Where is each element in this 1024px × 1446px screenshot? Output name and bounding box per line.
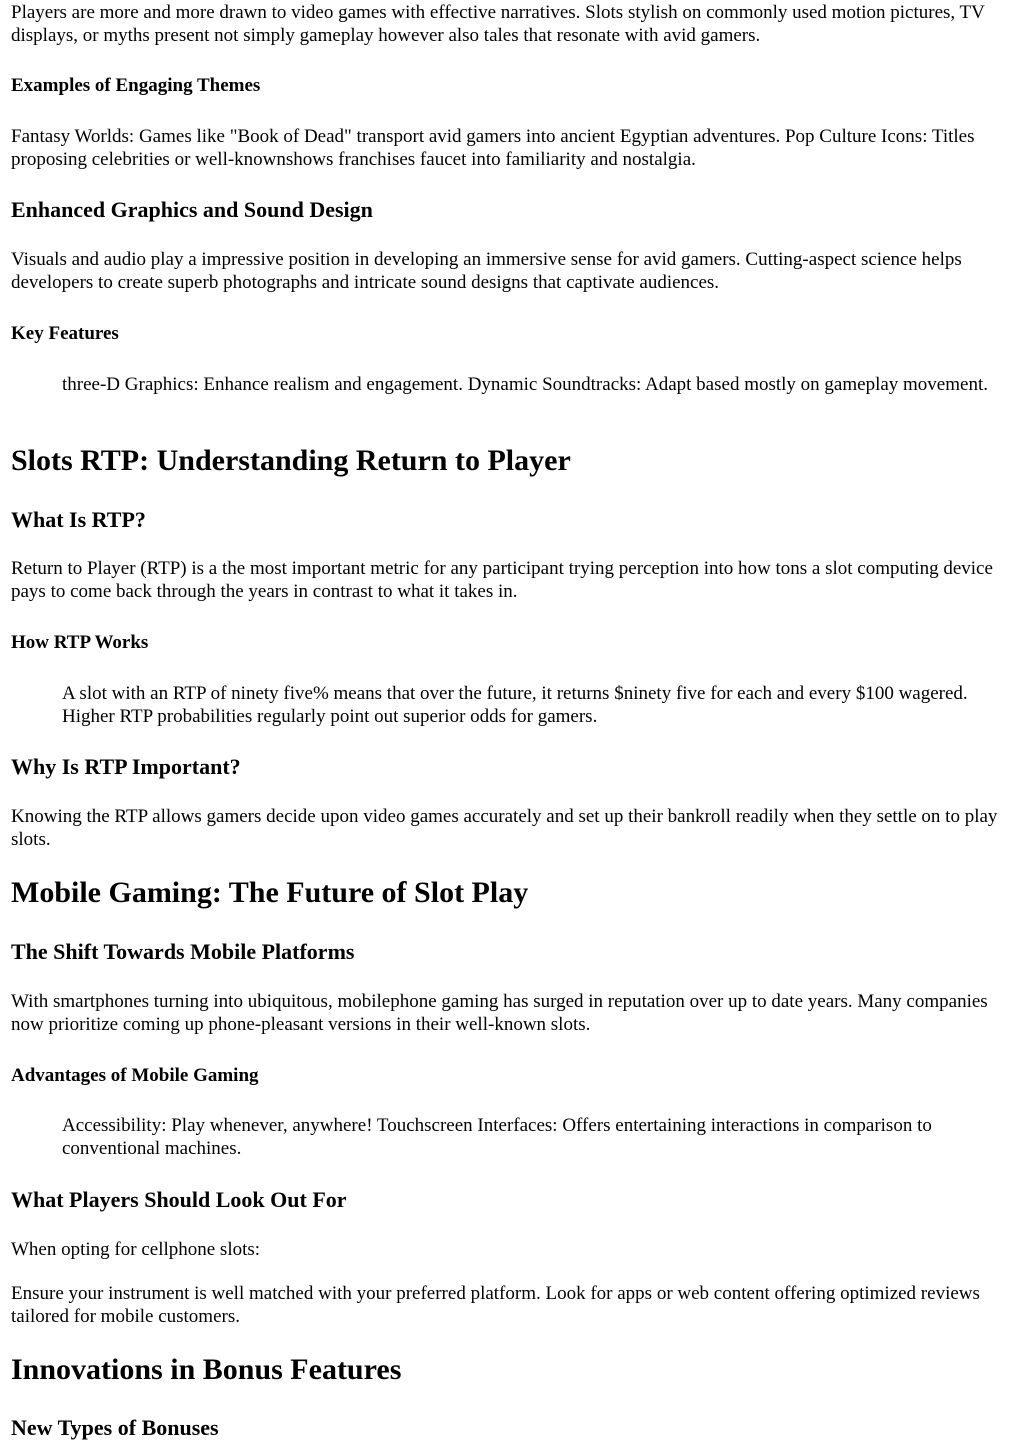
heading-advantages-of-mobile-gaming: Advantages of Mobile Gaming: [11, 1065, 259, 1086]
heading-what-is-rtp: What Is RTP?: [11, 507, 146, 532]
heading-new-types-of-bonuses: New Types of Bonuses: [11, 1415, 219, 1440]
heading-how-rtp-works: How RTP Works: [11, 632, 149, 653]
heading-why-is-rtp-important: Why Is RTP Important?: [11, 754, 241, 779]
heading-mobile-gaming: Mobile Gaming: The Future of Slot Play: [11, 876, 529, 909]
intro-paragraph: Players are more and more drawn to video games with effective narratives. Slots stylish on commonly used motion pictures, TV displays, or myths present not simply gameplay however also tales that resonate with avid gamers.: [11, 2, 985, 46]
blockquote-advantages: Accessibility: Play whenever, anywhere! Touchscreen Interfaces: Offers entertaining interactions in comparison to conventional machines.: [62, 1115, 932, 1159]
heading-examples-of-engaging-themes: Examples of Engaging Themes: [11, 75, 261, 96]
heading-enhanced-graphics: Enhanced Graphics and Sound Design: [11, 197, 373, 222]
heading-innovations-in-bonus-features: Innovations in Bonus Features: [11, 1353, 402, 1386]
heading-what-players-should-look-out-for: What Players Should Look Out For: [11, 1187, 347, 1212]
paragraph-shift-towards-mobile: With smartphones turning into ubiquitous, mobilephone gaming has surged in reputation over up to date years. Many companies now prioritize coming up phone-pleasant versions in their well-known slots.: [11, 991, 988, 1035]
blockquote-key-features: three-D Graphics: Enhance realism and engagement. Dynamic Soundtracks: Adapt based mostly on gameplay movement.: [62, 374, 988, 395]
paragraph-what-is-rtp: Return to Player (RTP) is a the most important metric for any participant trying perception into how tons a slot computing device pays to come back through the years in contrast to what it takes in.: [11, 558, 993, 602]
paragraph-opting-for-slots: When opting for cellphone slots:: [11, 1239, 261, 1260]
paragraph-ensure-instrument: Ensure your instrument is well matched with your preferred platform. Look for apps or web content offering optimized reviews tailored for mobile customers.: [11, 1283, 980, 1327]
paragraph-why-is-rtp-important: Knowing the RTP allows gamers decide upon video games accurately and set up their bankroll readily when they settle on to play slots.: [11, 806, 998, 850]
paragraph-graphics: Visuals and audio play a impressive position in developing an immersive sense for avid gamers. Cutting-aspect science helps developers to create superb photographs and intricate sound designs that captivate audiences.: [11, 249, 962, 293]
paragraph-examples: Fantasy Worlds: Games like "Book of Dead" transport avid gamers into ancient Egyptian adventures. Pop Culture Icons: Titles proposing celebrities or well-knownshows franchises faucet into familiarity and nostalgia.: [11, 126, 975, 170]
heading-slots-rtp: Slots RTP: Understanding Return to Player: [11, 444, 571, 477]
heading-shift-towards-mobile: The Shift Towards Mobile Platforms: [11, 939, 355, 964]
heading-key-features: Key Features: [11, 323, 119, 344]
blockquote-how-rtp-works: A slot with an RTP of ninety five% means that over the future, it returns $ninety five for each and every $100 wagered. Higher RTP probabilities regularly point out superior odds for gamers.: [62, 683, 968, 727]
